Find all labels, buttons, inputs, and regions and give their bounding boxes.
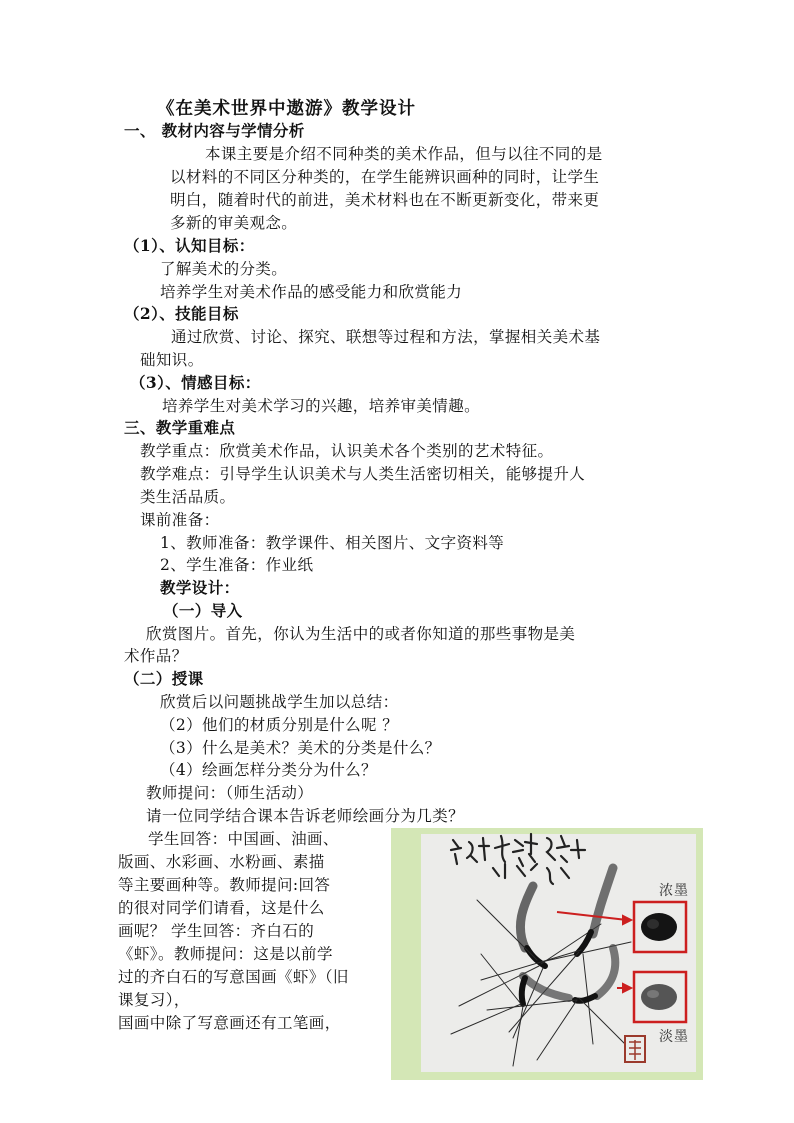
cognitive-goal-heading: （1）、认知目标： xyxy=(124,236,255,255)
cognitive-goal-line: 了解美术的分类。 xyxy=(160,260,288,278)
section1-paragraph-line: 以材料的不同区分种类的，在学生能辨识画种的同时，让学生 xyxy=(170,168,600,186)
dark-ink-sample xyxy=(641,913,677,941)
document-title: 《在美术世界中遨游》教学设计 xyxy=(157,99,416,119)
intro-line: 术作品？ xyxy=(124,647,188,665)
lecture-line: （4）绘画怎样分类分为什么？ xyxy=(160,761,377,779)
prep-item: 2、学生准备：作业纸 xyxy=(160,556,314,574)
shrimp-painting-figure xyxy=(391,828,703,1080)
emotion-goal-heading: （3）、情感目标： xyxy=(130,373,261,392)
key-point-line: 教学重点：欣赏美术作品，认识美术各个类别的艺术特征。 xyxy=(140,442,554,460)
difficulty-line: 教学难点：引导学生认识美术与人类生活密切相关，能够提升人 xyxy=(140,465,586,483)
emotion-goal-line: 培养学生对美术学习的兴趣，培养审美情趣。 xyxy=(162,397,481,415)
lecture-line: 教师提问：（师生活动） xyxy=(146,784,314,802)
section3-heading: 三、教学重难点 xyxy=(124,418,236,437)
design-heading: 教学设计： xyxy=(160,578,240,597)
shrimp-painting xyxy=(391,828,703,1080)
prep-heading: 课前准备： xyxy=(140,511,220,529)
section1-heading: 一、 教材内容与学情分析 xyxy=(124,121,305,140)
lecture-line: 请一位同学结合课本告诉老师绘画分为几类？ xyxy=(146,807,465,825)
cognitive-goal-line: 培养学生对美术作品的感受能力和欣赏能力 xyxy=(160,283,463,301)
lecture-line: （2）他们的材质分别是什么呢 ？ xyxy=(160,716,399,734)
left-column-line: 学生回答：中国画、油画、 xyxy=(148,830,339,848)
skill-goal-heading: （2）、技能目标 xyxy=(124,304,239,323)
lecture-line: 欣赏后以问题挑战学生加以总结： xyxy=(160,693,399,711)
left-column-line: 画呢？ 学生回答：齐白石的 xyxy=(118,922,315,940)
skill-goal-line: 通过欣赏、讨论、探究、联想等过程和方法，掌握相关美术基 xyxy=(171,328,601,346)
left-column-line: 版画、水彩画、水粉画、素描 xyxy=(118,853,325,871)
section1-paragraph-line: 本课主要是介绍不同种类的美术作品，但与以往不同的是 xyxy=(205,145,603,163)
prep-item: 1、教师准备：教学课件、相关图片、文字资料等 xyxy=(160,534,505,552)
section1-paragraph-line: 多新的审美观念。 xyxy=(170,214,298,232)
light-ink-label: 淡墨 xyxy=(659,1029,689,1045)
left-column-line: 课复习）， xyxy=(118,991,190,1009)
left-column-line: 等主要画种等。教师提问:回答 xyxy=(118,876,331,894)
lecture-heading: （二）授课 xyxy=(124,669,204,688)
dark-ink-label: 浓墨 xyxy=(659,883,689,899)
left-column-line: 国画中除了写意画还有工笔画， xyxy=(118,1014,341,1032)
light-ink-sample xyxy=(641,984,677,1010)
intro-heading: （一）导入 xyxy=(163,601,243,620)
skill-goal-line: 础知识。 xyxy=(140,351,204,369)
left-column-line: 的很对同学们请看，这是什么 xyxy=(118,899,325,917)
left-column-line: 《虾》。教师提问：这是以前学 xyxy=(118,945,333,963)
section1-paragraph-line: 明白，随着时代的前进，美术材料也在不断更新变化，带来更 xyxy=(170,191,600,209)
left-column-line: 过的齐白石的写意国画《虾》（旧 xyxy=(118,968,349,986)
intro-line: 欣赏图片。首先，你认为生活中的或者你知道的那些事物是美 xyxy=(146,625,576,643)
difficulty-line: 类生活品质。 xyxy=(140,488,236,506)
lecture-line: （3）什么是美术？美术的分类是什么？ xyxy=(160,739,441,757)
